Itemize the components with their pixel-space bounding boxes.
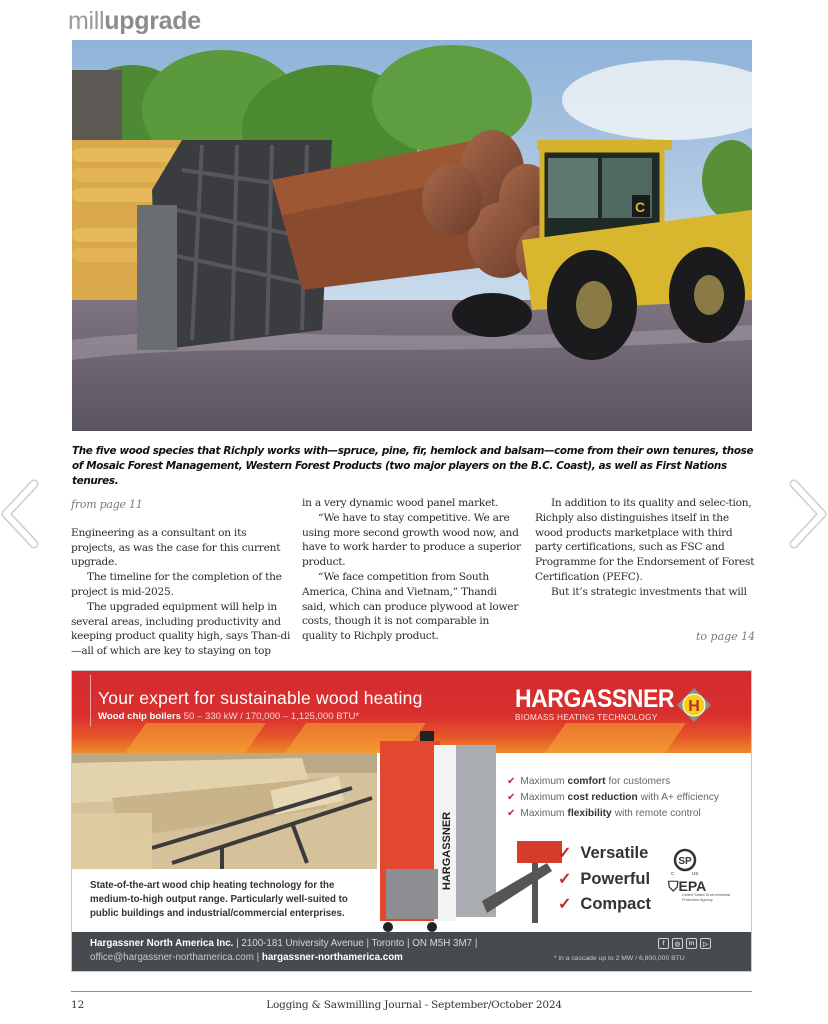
company-address: | 2100-181 University Avenue | Toronto | ON M5H 3M7 | [233,938,478,949]
article-paragraph: But it’s strategic investments that will [551,585,747,598]
page-number: 12 [71,999,85,1011]
csa-c: C [671,871,675,876]
article-paragraph: “We have to stay competitive. We are using more second growth wood now, and have to work harder to produce a superior product. [302,511,521,569]
youtube-icon[interactable]: ▷ [700,938,711,949]
ad-contact-footer [72,932,751,971]
photo-illustration [72,40,752,431]
csa-certification-icon [668,847,702,877]
check-icon: ✓ [558,845,572,862]
benefit-pre: Maximum [520,808,565,819]
linkedin-icon[interactable]: in [686,938,697,949]
ad-contact-line [90,938,477,949]
article-paragraph: The upgraded equipment will help in several areas, including productivity and keeping product quality high, says Than-di—all of which are key to staying on top [71,600,291,658]
article-paragraph: in a very dynamic wood panel market. [302,497,499,509]
section-heading-bold: upgrade [104,7,201,35]
log-loader-photo [72,40,752,431]
next-page-button[interactable] [784,478,828,550]
brand-wordmark [515,685,688,722]
footer-rule [71,991,752,992]
article-column-2 [302,496,522,644]
instagram-icon[interactable]: ◎ [672,938,683,949]
epa-seal-icon: ⛉ [668,878,679,894]
ad-sub-bold: Wood chip boilers [98,711,181,722]
ad-feature-item [558,841,651,867]
logo-letter: H [688,698,700,715]
article-column-3 [535,496,755,600]
feature-label: Versatile [580,844,649,862]
ad-contact-line [90,952,403,963]
previous-page-button[interactable] [0,478,44,550]
to-page-link[interactable]: to page 14 [696,630,756,643]
csa-us: US [692,871,699,876]
from-page-link[interactable]: from page 11 [71,498,143,511]
ad-subheadline [98,711,359,722]
ad-benefit-item [507,790,719,806]
benefit-post: for customers [608,776,671,787]
ad-description [90,879,348,920]
photo-caption: The five wood species that Richply works with—spruce, pine, fir, hemlock and balsam—come from their own tenures, those of Mosaic Forest Management, Western Forest Products (two major players on the B.C. Coast), as well as First Nations tenures. [72,445,754,487]
benefit-bold: flexibility [567,808,612,819]
epa-text: EPA [678,878,707,894]
machine-badge: C [635,199,646,215]
sawmill-photo [72,753,377,869]
ad-feature-item [558,867,651,893]
benefit-bold: comfort [567,776,606,787]
hargassner-advertisement[interactable] [71,670,752,972]
csa-mark: SP [678,856,692,867]
ad-headline: Your expert for sustainable wood heating [98,688,423,708]
check-icon: ✔ [507,776,516,787]
ad-benefit-item [507,806,719,822]
facebook-icon[interactable]: f [658,938,669,949]
ad-feature-list [558,841,651,918]
benefit-bold: cost reduction [567,792,638,803]
benefit-pre: Maximum [520,792,565,803]
company-website[interactable]: hargassner-northamerica.com [261,952,403,963]
company-name: Hargassner North America Inc. [90,938,234,949]
article-paragraph: In addition to its quality and selec-tion, Richply also distinguishes itself in the wood products marketplace with third party certifications, such as FSC and Programme for the Endorsement of Forest Certification (PEFC). [535,497,755,583]
section-heading [68,6,201,36]
flame-decoration [118,723,266,753]
check-icon: ✔ [507,808,516,819]
epa-agency-name: United States Environmental Protection Agency [682,893,731,902]
chevron-left-icon [0,478,44,550]
benefit-pre: Maximum [520,776,565,787]
ad-sub-rest: 50 – 330 kW / 170,000 – 1,125,000 BTU* [180,711,360,722]
chevron-right-icon [784,478,828,550]
boiler-label: HARGASSNER [441,811,453,891]
article-paragraph: The timeline for the completion of the project is mid-2025. [71,571,282,598]
ad-feature-item [558,892,651,918]
article-paragraph: “We face competition from South America, China and Vietnam,” Thandi said, which can produce plywood at lower costs, though it is not comparable in quality to Richply product. [302,570,519,643]
section-heading-light: mill [68,7,105,35]
benefit-post: with A+ efficiency [640,792,719,803]
company-email[interactable]: office@hargassner-northamerica.com [90,952,254,963]
check-icon: ✓ [558,896,572,913]
hargassner-logo-icon [676,687,712,723]
boiler-product-image [372,731,565,939]
epa-logo [668,879,740,893]
ad-description-line: public buildings and industrial/commercial enterprises. [90,907,345,919]
ad-divider [90,675,91,727]
sawmill-illustration [72,753,377,869]
feature-label: Powerful [580,869,651,888]
epa-certification [668,879,740,902]
check-icon: ✓ [558,870,572,888]
brand-name: HARGASSNER [515,685,674,713]
ad-description-line: State-of-the-art wood chip heating technology for the [90,880,335,891]
check-icon: ✔ [507,792,516,803]
article-column-1 [71,498,291,659]
ad-benefit-list [507,774,719,822]
ad-description-line: medium-to-high output range. Particularly well-suited to [90,893,348,905]
brand-tagline: BIOMASS HEATING TECHNOLOGY [515,713,658,722]
feature-label: Compact [580,895,651,913]
social-links [658,938,711,949]
benefit-post: with remote control [614,808,701,819]
boiler-illustration [372,731,565,939]
publication-title: Logging & Sawmilling Journal - September/October 2024 [266,999,562,1011]
ad-benefit-item [507,774,719,790]
separator: | [253,952,262,963]
article-paragraph: Engineering as a consultant on its projects, as was the case for this current upgrade. [71,526,281,569]
ad-footnote: * in a cascade up to 2 MW / 6,800,000 BTU [554,955,685,962]
